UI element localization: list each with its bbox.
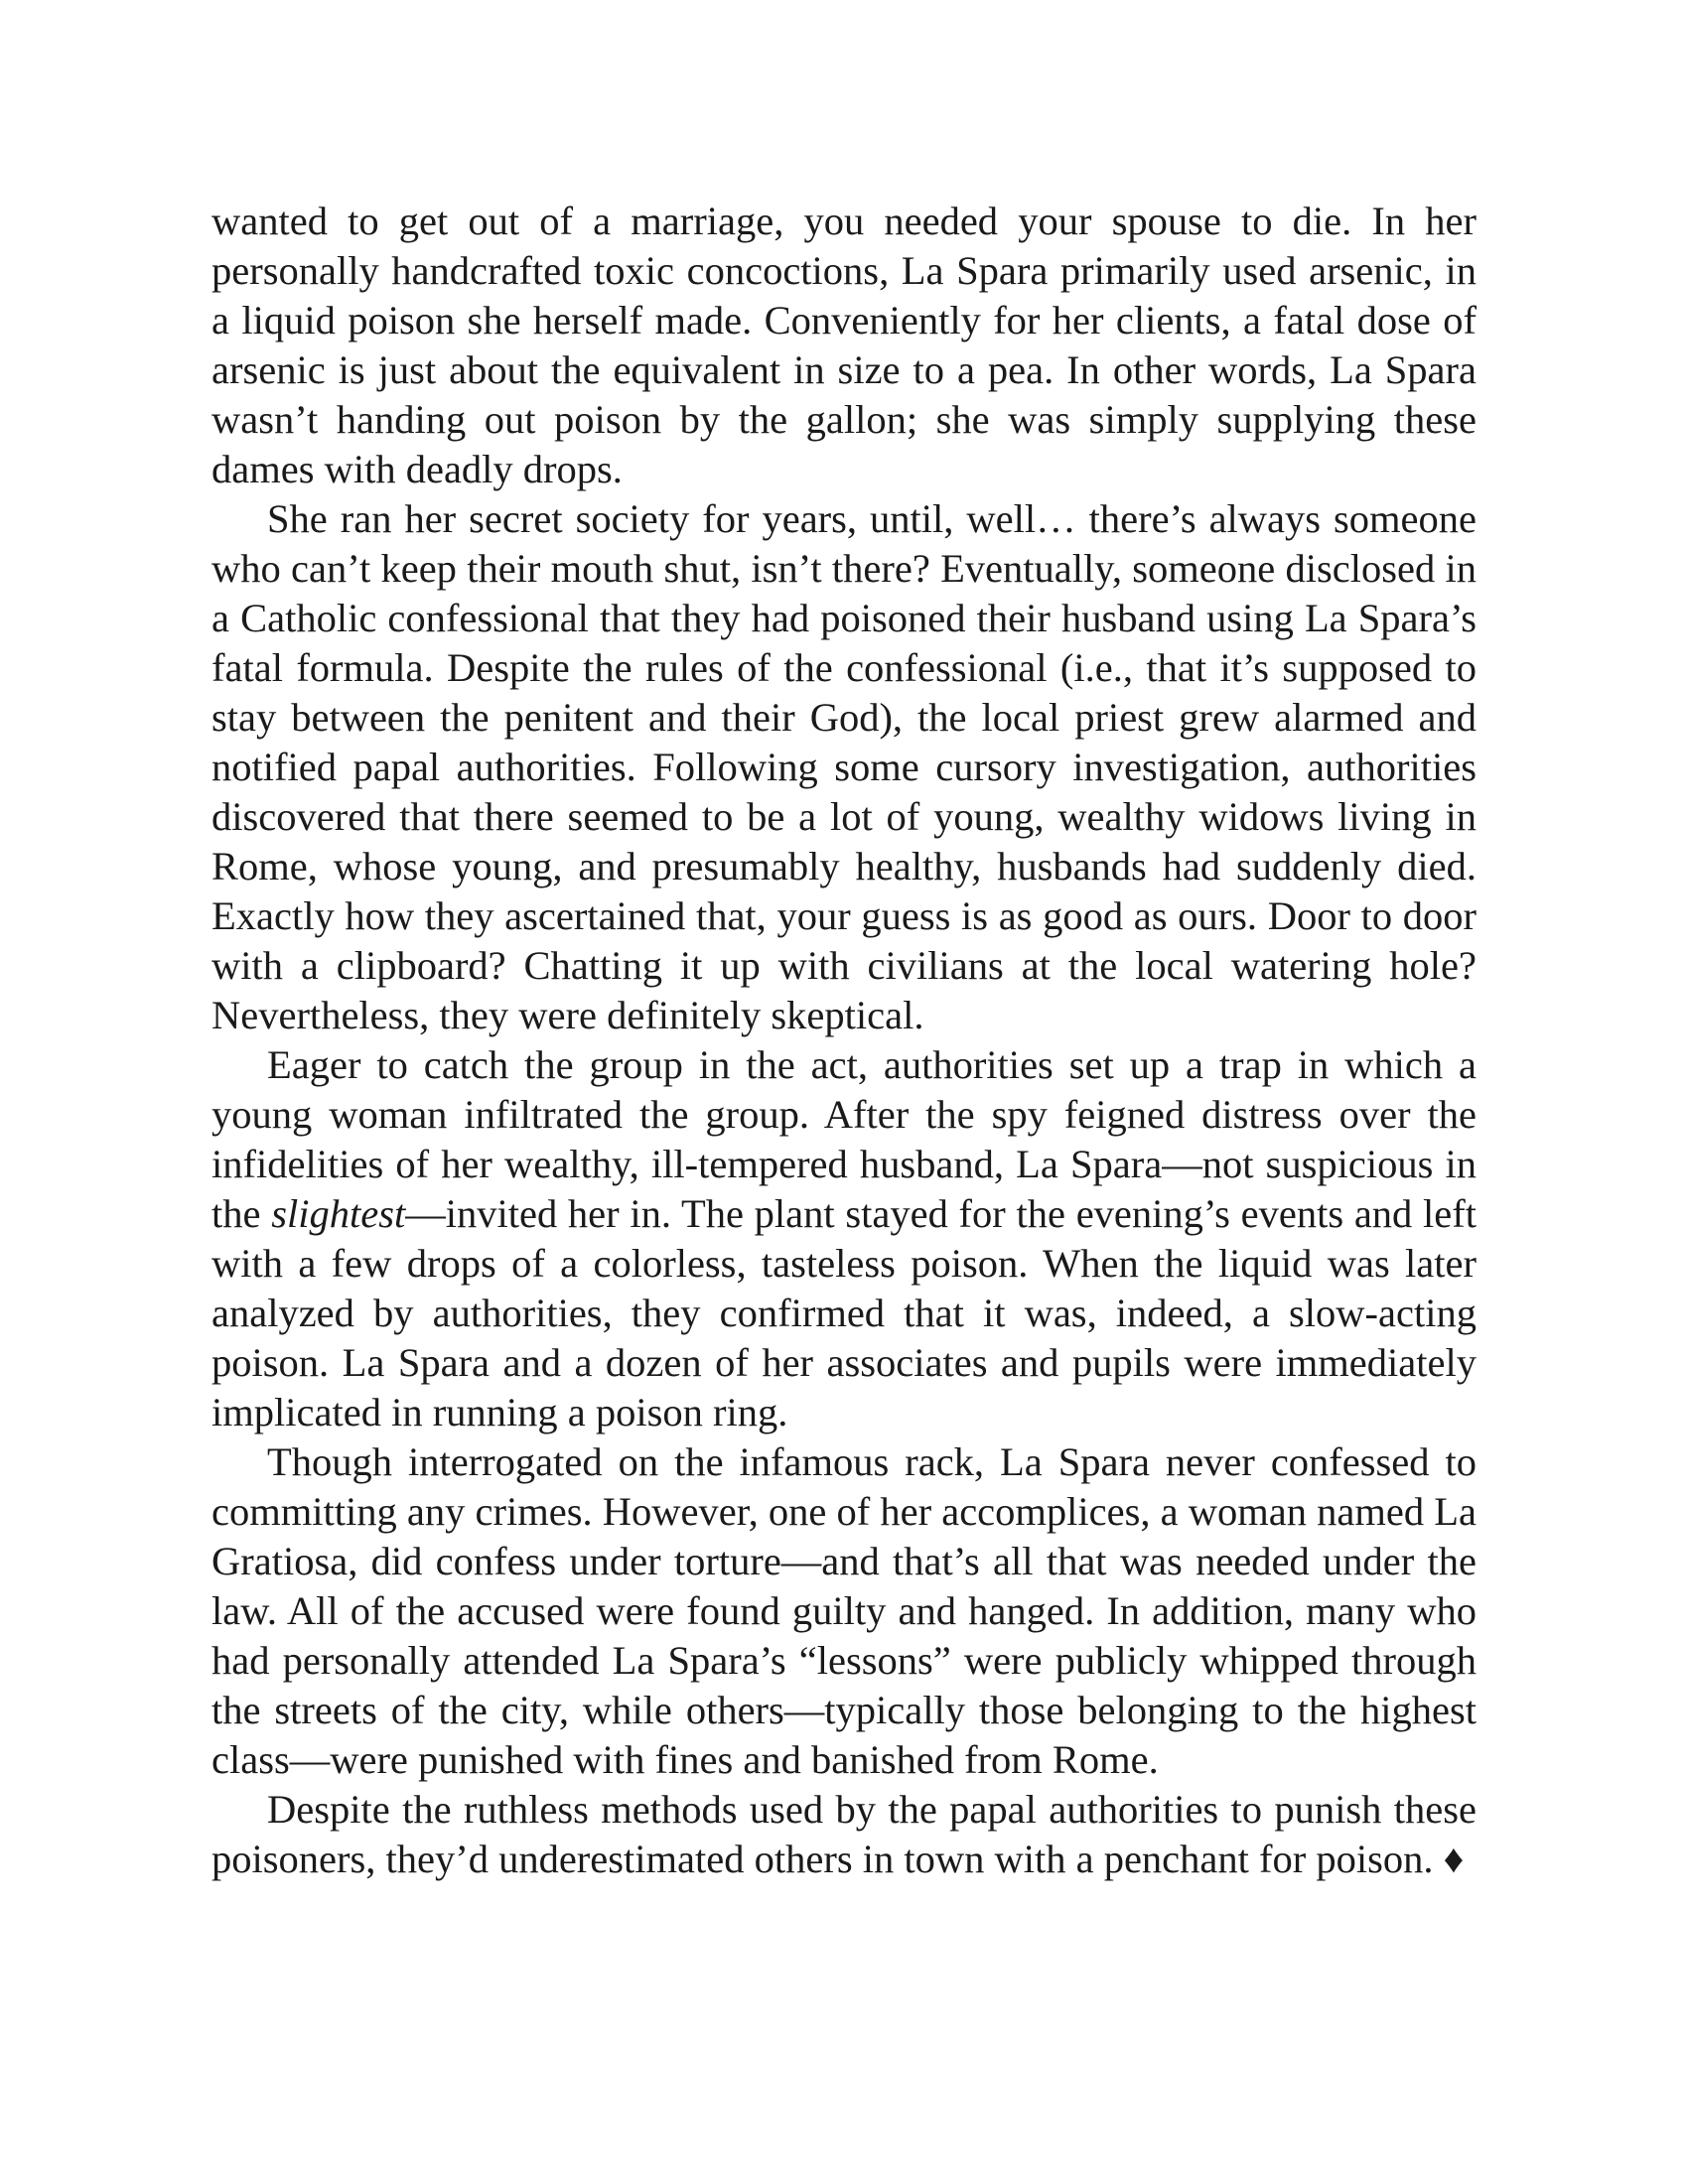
page-body xyxy=(211,197,1477,1884)
paragraph-3-text-b: —invited her in. The plant stayed for the evening’s events and left with a few drops of a colorless, tasteless poison. When the liquid was later analyzed by authorities, they confirmed that it was, indeed, a slow-acting poison. La Spara and a dozen of her associates and pupils were immediately implicated in running a poison ring. xyxy=(211,1191,1477,1434)
paragraph-3 xyxy=(211,1040,1477,1437)
paragraph-5 xyxy=(211,1785,1477,1884)
paragraph-1-text: wanted to get out of a marriage, you needed your spouse to die. In her personally handcrafted toxic concoctions, La Spara primarily used arsenic, in a liquid poison she herself made. Conveniently for her clients, a fatal dose of arsenic is just about the equivalent in size to a pea. In other words, La Spara wasn’t handing out poison by the gallon; she was simply supplying these dames with deadly drops. xyxy=(211,199,1477,491)
paragraph-4 xyxy=(211,1437,1477,1785)
paragraph-2-text: She ran her secret society for years, until, well… there’s always someone who can’t keep their mouth shut, isn’t there? Eventually, someone disclosed in a Catholic confessional that they had poisoned their husband using La Spara’s fatal formula. Despite the rules of the confessional (i.e., that it’s supposed to stay between the penitent and their God), the local priest grew alarmed and notified papal authorities. Following some cursory investigation, authorities discovered that there seemed to be a lot of young, wealthy widows living in Rome, whose young, and presumably healthy, husbands had suddenly died. Exactly how they ascertained that, your guess is as good as ours. Door to door with a clipboard? Chatting it up with civilians at the local watering hole? Nevertheless, they were definitely skeptical. xyxy=(211,496,1477,1037)
paragraph-5-text: Despite the ruthless methods used by the papal authorities to punish these poisoners, they’d underestimated others in town with a penchant for poison. ♦ xyxy=(211,1787,1477,1881)
paragraph-3-emphasis: slightest xyxy=(271,1191,406,1236)
paragraph-1 xyxy=(211,197,1477,494)
paragraph-2 xyxy=(211,494,1477,1040)
paragraph-3-text-a: Eager to catch the group in the act, authorities set up a trap in which a young woman infiltrated the group. After the spy feigned distress over the infidelities of her wealthy, ill-tempered husband, La Spara—not suspicious in the xyxy=(211,1042,1477,1236)
paragraph-4-text: Though interrogated on the infamous rack, La Spara never confessed to committing any crimes. However, one of her accomplices, a woman named La Gratiosa, did confess under torture—and that’s all that was needed under the law. All of the accused were found guilty and hanged. In addition, many who had personally attended La Spara’s “lessons” were publicly whipped through the streets of the city, while others—typically those belonging to the highest class—were punished with fines and banished from Rome. xyxy=(211,1439,1477,1782)
